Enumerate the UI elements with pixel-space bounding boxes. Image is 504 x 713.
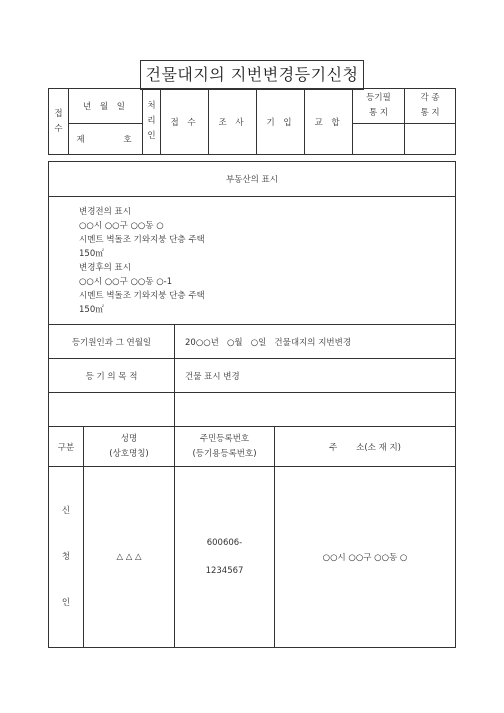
cause-value: 20○○년 ○월 ○일 건물대지의 지번변경 [175,325,456,359]
notice-sent-cell [353,124,405,155]
purpose-label: 등 기 의 목 적 [49,359,175,393]
misc-notice-cell [405,124,456,155]
processor-char-1: 처 [147,101,156,111]
application-table [48,161,456,648]
document-title: 건물대지의 지번변경등기신청 [140,60,364,90]
property-line: 변경후의 표시 [79,263,131,273]
applicant-col-type: 구분 [49,427,84,467]
property-line: 150㎡ [79,305,104,315]
property-line: ○○시 ○○구 ○○동 ○-1 [79,277,173,287]
applicant-id-number: 600606- 1234567 [175,467,275,648]
receipt-col-verify: 교 합 [305,89,353,155]
applicant-col-id: 주민등록번호 (등기용등록번호) [175,427,275,467]
applicant-col-address: 주 소(소 재 지) [275,427,456,467]
applicant-col-name: 성명 (상호명칭) [84,427,175,467]
receipt-col-receive: 접 수 [161,89,209,155]
receipt-col-investigate: 조 사 [209,89,257,155]
blank-value-cell [175,393,456,427]
receipt-header-char-1: 접 [54,108,63,119]
property-line: 150㎡ [79,249,104,259]
applicant-row-char-1: 신 [61,506,71,516]
purpose-value: 건물 표시 변경 [175,359,456,393]
property-line: 시멘트 벽돌조 기와지붕 단층 주택 [79,291,205,301]
receipt-col-notice-sent: 등기필 통 지 [353,89,405,124]
receipt-col-misc-notice: 각 종 통 지 [405,89,456,124]
receipt-date-label: 년 월 일 [69,89,143,124]
receipt-col-record: 기 입 [257,89,305,155]
receipt-header [49,89,69,155]
property-line: 변경전의 표시 [79,207,131,217]
cause-label: 등기원인과 그 연월일 [49,325,175,359]
processor-label [143,89,161,155]
property-line: ○○시 ○○구 ○○동 ○ [79,221,164,231]
applicant-row-char-2: 청 [61,552,71,562]
processor-char-2: 리 [147,116,156,126]
property-line: 시멘트 벽돌조 기와지붕 단층 주택 [79,235,205,245]
property-description [49,197,456,325]
processor-char-3: 인 [147,131,156,141]
applicant-address: ○○시 ○○구 ○○동 ○ [275,467,456,648]
applicant-name: △ △ △ [84,467,175,648]
applicant-row-char-3: 인 [61,598,71,608]
property-heading: 부동산의 표시 [49,162,456,197]
applicant-row-label [49,467,84,648]
blank-label-cell [49,393,175,427]
receipt-number-label: 제 호 [69,124,143,155]
receipt-header-char-2: 수 [54,123,63,134]
receipt-table [48,88,456,155]
